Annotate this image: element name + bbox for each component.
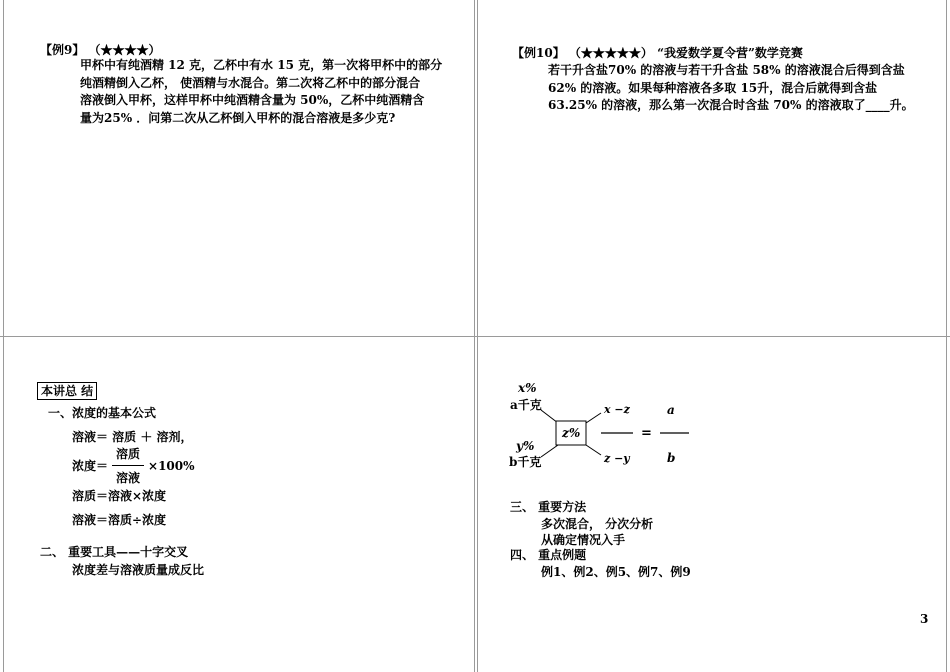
formula-fraction [112, 445, 144, 486]
section-2-subtext: 浓度差与溶液质量成反比 [72, 563, 205, 577]
example-10-line: 63.25% 的溶液，那么第一次混合时含盐 70% 的溶液取了____升。 [548, 98, 914, 112]
fraction-numerator: 溶质 [116, 447, 141, 461]
summary-title: 本讲总 结 [37, 382, 97, 400]
method-1: 多次混合， 分次分析 [541, 517, 654, 531]
section-4-heading: 四、 重点例题 [510, 548, 587, 562]
example-10-line: 若干升含盐70% 的溶液与若干升含盐 58% 的溶液混合后得到含盐 [548, 63, 905, 77]
method-2: 从确定情况入手 [541, 533, 626, 547]
z-percent-label: z% [562, 426, 581, 440]
example-9-stars: （★★★★） [88, 43, 161, 57]
example-9-line: 甲杯中有纯酒精 12 克，乙杯中有水 15 克，第一次将甲杯中的部分 [80, 58, 443, 72]
example-9-line: 溶液倒入甲杯，这样甲杯中纯酒精含量为 50%，乙杯中纯酒精含 [80, 93, 425, 107]
equals-sign: = [641, 426, 652, 441]
fraction-denominator: 溶液 [112, 465, 144, 486]
y-percent-label: y% [516, 439, 535, 453]
x-minus-z-label: x −z [604, 403, 630, 416]
example-10-source: “我爱数学夏令营”数学竞赛 [657, 46, 803, 60]
example-10-body [548, 62, 938, 115]
cross-line-lower-right [586, 445, 601, 455]
a-kg-label: a千克 [510, 398, 542, 412]
formula-solution-2: 溶液＝溶质÷浓度 [72, 513, 167, 527]
example-9-line: 量为25% ．问第二次从乙杯倒入甲杯的混合溶液是多少克? [80, 110, 396, 125]
example-9-body [80, 57, 460, 127]
cross-line-upper-left [541, 410, 558, 423]
cross-line-upper-right [586, 413, 601, 423]
example-10-tag: 【例10】 [512, 46, 565, 60]
example-9-tag: 【例9】 [40, 43, 85, 57]
panel-divider-horizontal [0, 336, 950, 337]
formula-concentration-lhs: 浓度＝ [72, 459, 109, 473]
example-9-header [40, 41, 161, 58]
summary-title-box [37, 382, 97, 400]
formula-concentration-tail: ×100% [148, 458, 195, 473]
cross-line-lower-left [541, 445, 558, 457]
section-1-heading: 一、浓度的基本公式 [48, 406, 157, 420]
example-10-header [512, 44, 803, 61]
formula-solute: 溶质＝溶液×浓度 [72, 489, 167, 503]
x-percent-label: x% [518, 381, 537, 395]
example-10-line: 62% 的溶液。如果每种溶液各多取 15升，混合后就得到含盐 [548, 80, 878, 95]
key-examples: 例1、例2、例5、例7、例9 [541, 565, 691, 579]
example-10-stars: （★★★★★） [568, 46, 653, 60]
formula-concentration [72, 445, 195, 486]
a-numerator: a [667, 403, 675, 417]
b-kg-label: b千克 [509, 455, 542, 469]
section-3-heading: 三、 重要方法 [510, 500, 587, 514]
formula-solution: 溶液＝ 溶质 ＋ 溶剂， [72, 430, 193, 444]
section-2-heading: 二、 重要工具——十字交叉 [40, 545, 189, 559]
b-denominator: b [667, 451, 676, 465]
page-number: 3 [920, 612, 929, 626]
cross-diagram [500, 375, 720, 475]
z-minus-y-label: z −y [604, 452, 630, 465]
example-9-line: 纯酒精倒入乙杯， 使酒精与水混合。第二次将乙杯中的部分混合 [80, 75, 421, 90]
